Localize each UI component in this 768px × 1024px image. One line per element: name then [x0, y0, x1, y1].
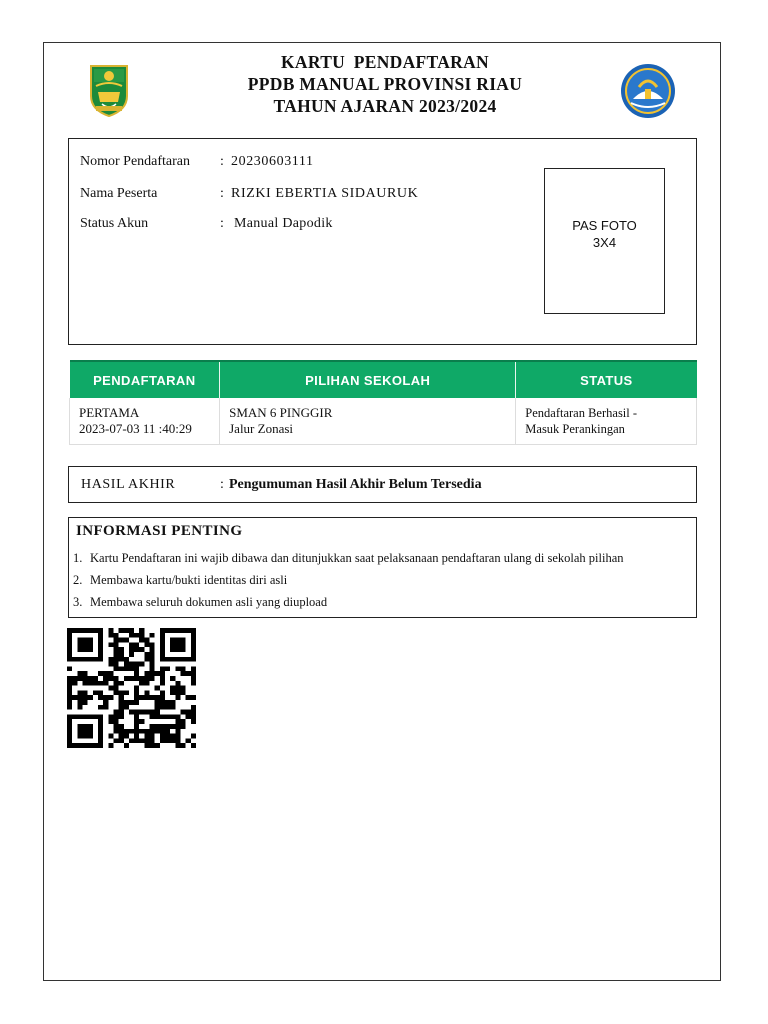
header-title-line2: PPDB MANUAL PROVINSI RIAU [247, 74, 523, 94]
photo-label: PAS FOTO [572, 218, 637, 233]
final-result-label: HASIL AKHIR [81, 477, 176, 492]
photo-placeholder [544, 168, 665, 314]
item-number: 2. [73, 573, 83, 587]
table-row [70, 398, 697, 445]
item-text: Membawa seluruh dokumen asli yang diupload [90, 595, 328, 609]
qr-code [67, 628, 196, 748]
account-status-value: Manual Dapodik [234, 216, 333, 231]
colon: : [220, 477, 224, 492]
admission-path: Jalur Zonasi [229, 421, 294, 436]
registration-number-label: Nomor Pendaftaran [80, 154, 191, 169]
important-info-box [68, 517, 697, 618]
photo-size: 3X4 [592, 235, 617, 250]
cell-pendaftaran [70, 398, 220, 445]
header-title-line1: KARTU PENDAFTARAN [281, 52, 489, 72]
registration-table [69, 360, 697, 445]
participant-info-box [68, 138, 697, 345]
colon: : [220, 154, 224, 169]
cell-status [516, 398, 697, 445]
status-line1: Pendaftaran Berhasil - [525, 406, 638, 420]
participant-name-value: RIZKI EBERTIA SIDAURUK [231, 186, 419, 201]
cell-pilihan-sekolah [220, 398, 516, 445]
item-number: 1. [73, 551, 83, 565]
registration-datetime: 2023-07-03 11 :40:29 [79, 421, 192, 436]
important-item [73, 595, 327, 610]
participant-name-label: Nama Peserta [80, 186, 158, 201]
header-status: STATUS [516, 361, 697, 398]
status-line2: Masuk Perankingan [525, 422, 625, 436]
final-result-value: Pengumuman Hasil Akhir Belum Tersedia [229, 477, 482, 492]
colon: : [220, 186, 224, 201]
final-result-box [68, 466, 697, 503]
registration-number-value: 20230603111 [231, 154, 314, 169]
account-status-label: Status Akun [80, 216, 149, 231]
header-pilihan-sekolah: PILIHAN SEKOLAH [220, 361, 516, 398]
important-item [73, 551, 624, 566]
header-title-line3: TAHUN AJARAN 2023/2024 [273, 96, 497, 116]
important-info-title: INFORMASI PENTING [76, 523, 243, 539]
item-number: 3. [73, 595, 83, 609]
table-header-row [70, 361, 697, 398]
riau-emblem-logo [88, 62, 130, 118]
item-text: Kartu Pendaftaran ini wajib dibawa dan ditunjukkan saat pelaksanaan pendaftaran ulang di sekolah pilihan [90, 551, 624, 565]
registration-order: PERTAMA [79, 405, 140, 420]
header-pendaftaran: PENDAFTARAN [70, 361, 220, 398]
school-name: SMAN 6 PINGGIR [229, 405, 333, 420]
item-text: Membawa kartu/bukti identitas diri asli [90, 573, 288, 587]
tut-wuri-handayani-logo [619, 63, 677, 119]
important-item [73, 573, 287, 588]
colon: : [220, 216, 224, 231]
